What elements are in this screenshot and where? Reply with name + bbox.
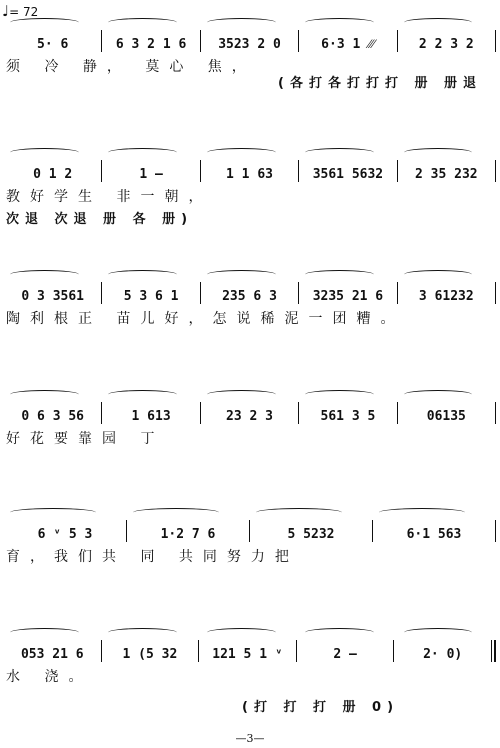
slur: [305, 628, 374, 637]
lyric-line: 陶利根正 苗儿好，怎说稀泥一团糟。: [6, 311, 405, 327]
score-row: [0, 490, 500, 602]
slur: [133, 508, 219, 517]
measure: 6·3 1 ⁄⁄⁄: [321, 37, 375, 52]
slur: [404, 270, 473, 279]
slur: [404, 148, 473, 157]
slur: [108, 270, 177, 279]
music-staff: [4, 516, 496, 542]
slur: [108, 628, 177, 637]
slur: [10, 270, 79, 279]
score-row: [0, 130, 500, 242]
quarter-note-icon: ♩: [2, 2, 10, 20]
slur: [10, 508, 96, 517]
barline: [495, 160, 496, 182]
measure: 1 —: [139, 167, 163, 182]
measure: 053 21 6: [20, 647, 84, 662]
music-staff: [4, 636, 496, 662]
page-number: —3—: [235, 732, 265, 745]
measure: 5· 6: [37, 37, 69, 52]
slur: [305, 270, 374, 279]
barline: [495, 30, 496, 52]
percussion-line: 次退 次退 册 各 册): [6, 212, 194, 227]
slur: [404, 390, 473, 399]
slur: [256, 508, 342, 517]
measure: 561 3 5: [320, 409, 376, 424]
measure: 2 —: [333, 647, 357, 662]
music-staff: [4, 156, 496, 182]
slur: [10, 390, 79, 399]
measure: 6 ᵛ 5 3: [37, 527, 93, 542]
barline: [495, 402, 496, 424]
slur: [207, 270, 276, 279]
lyric-line: 育，我们共 同 共同努力把: [6, 549, 299, 565]
slur: [108, 390, 177, 399]
measure: 5 3 6 1: [123, 289, 179, 304]
barline: [495, 282, 496, 304]
slur: [108, 148, 177, 157]
measure: 0 1 2: [33, 167, 73, 182]
measure: 235 6 3: [222, 289, 277, 304]
measure: 3 61232: [418, 289, 474, 304]
slur: [10, 628, 79, 637]
measure: 2 35 232: [415, 167, 478, 182]
slur: [207, 628, 276, 637]
measure: 2 2 3 2: [418, 37, 474, 52]
slur: [10, 148, 79, 157]
slur: [305, 390, 374, 399]
measure: 1 1 63: [226, 167, 273, 182]
barline: [491, 640, 496, 662]
measure: 1 (5 32: [122, 647, 178, 662]
measure: 1 613: [131, 409, 171, 424]
score-row: [0, 610, 500, 722]
measure: 121 5 1 ᵛ: [212, 647, 283, 662]
slur: [207, 390, 276, 399]
lyric-line: 须 冷 静， 莫心 焦，: [6, 59, 256, 75]
measure: 3561 5632: [312, 167, 384, 182]
tempo-value: = 72: [9, 5, 39, 19]
measure: 0 6 3 56: [21, 409, 85, 424]
measure: 3523 2 0: [218, 37, 281, 52]
measure: 2· 0): [423, 647, 463, 662]
percussion-line: (打 打 打 册 0): [242, 700, 400, 715]
score-row: [0, 372, 500, 484]
measure: 6 3 2 1 6: [115, 37, 187, 52]
measure: 5 5232: [287, 527, 335, 542]
slur: [207, 18, 276, 27]
measure: 23 2 3: [226, 409, 273, 424]
barline: [495, 520, 496, 542]
music-staff: [4, 278, 496, 304]
lyric-line: 教好学生 非一朝，: [6, 189, 213, 205]
slur: [305, 18, 374, 27]
music-staff: [4, 26, 496, 52]
slur: [404, 628, 473, 637]
percussion-line: (各打各打打打 册 册退: [278, 76, 482, 91]
slur: [10, 18, 79, 27]
measure: 3235 21 6: [312, 289, 384, 304]
lyric-line: 好花要靠园 丁: [6, 431, 165, 447]
score-row: [0, 252, 500, 364]
slur: [379, 508, 465, 517]
music-staff: [4, 398, 496, 424]
slur: [207, 148, 276, 157]
measure: 06135: [426, 409, 466, 424]
slur: [305, 148, 374, 157]
slur: [108, 18, 177, 27]
lyric-line: 水 浇。: [6, 669, 93, 685]
slur: [404, 18, 473, 27]
measure: 1·2 7 6: [160, 527, 216, 542]
score-row: [0, 0, 500, 112]
measure: 0 3 3561: [21, 289, 85, 304]
measure: 6·1 563: [406, 527, 462, 542]
